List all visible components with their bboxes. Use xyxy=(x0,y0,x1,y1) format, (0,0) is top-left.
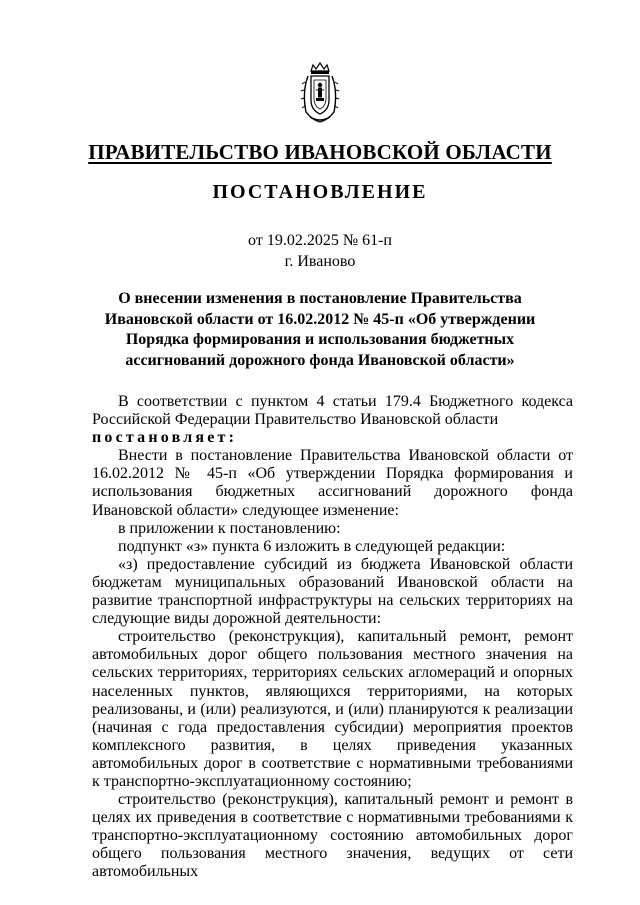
coat-of-arms-icon xyxy=(298,62,342,124)
body-paragraph xyxy=(92,429,573,447)
document-date-number: от 19.02.2025 № 61-п xyxy=(248,232,392,249)
body-paragraph xyxy=(92,393,573,429)
body-paragraph: «з) предоставление субсидий из бюджета Ивановской области бюджетам муниципальных образований Ивановской области на развитие транспортной инфраструктуры на сельских территориях на следующие виды дорожной деятельности: xyxy=(92,555,573,628)
resolves-keyword: постановляет: xyxy=(92,429,238,447)
preamble-text: В соответствии с пунктом 4 статьи 179.4 Бюджетного кодекса Российской Федерации Правительство Ивановской области xyxy=(92,393,573,429)
body-paragraph: строительство (реконструкция), капитальный ремонт, ремонт автомобильных дорог общего пользования местного значения на сельских территориях, территориях сельских агломераций и опорных населенных пунктов, являющихся территориями, на которых реализованы, и (или) реализуются, и (или) планируются к реализации (начиная с года предоставления субсидии) мероприятия проектов комплексного развития, в целях приведения указанных автомобильных дорог в соответствие с нормативными требованиями к транспортно-эксплуатационному состоянию; xyxy=(92,628,573,790)
body-paragraph: в приложении к постановлению: xyxy=(118,519,341,537)
document-type: ПОСТАНОВЛЕНИЕ xyxy=(212,181,428,203)
body-paragraph: строительство (реконструкция), капитальный ремонт и ремонт в целях их приведения в соответствие с нормативными требованиями к транспортно-эксплуатационному состоянию автомобильных дорог общего пользования местного значения, ведущих от сети автомобильных xyxy=(92,791,573,881)
document-subject: О внесении изменения в постановление Правительства Ивановской области от 16.02.2012 № 45-п «Об утверждении Порядка формирования и использования бюджетных ассигнований дорожного фонда Ивановской области» xyxy=(104,290,536,369)
body-paragraph: Внести в постановление Правительства Ивановской области от 16.02.2012 № 45-п «Об утверждении Порядка формирования и использования бюджетных ассигнований дорожного фонда Ивановской области» следующее изменение: xyxy=(92,447,573,519)
document-city: г. Иваново xyxy=(284,253,356,270)
document-body xyxy=(92,393,573,882)
body-paragraph: подпункт «з» пункта 6 изложить в следующей редакции: xyxy=(118,537,506,555)
government-title: ПРАВИТЕЛЬСТВО ИВАНОВСКОЙ ОБЛАСТИ xyxy=(88,140,552,164)
